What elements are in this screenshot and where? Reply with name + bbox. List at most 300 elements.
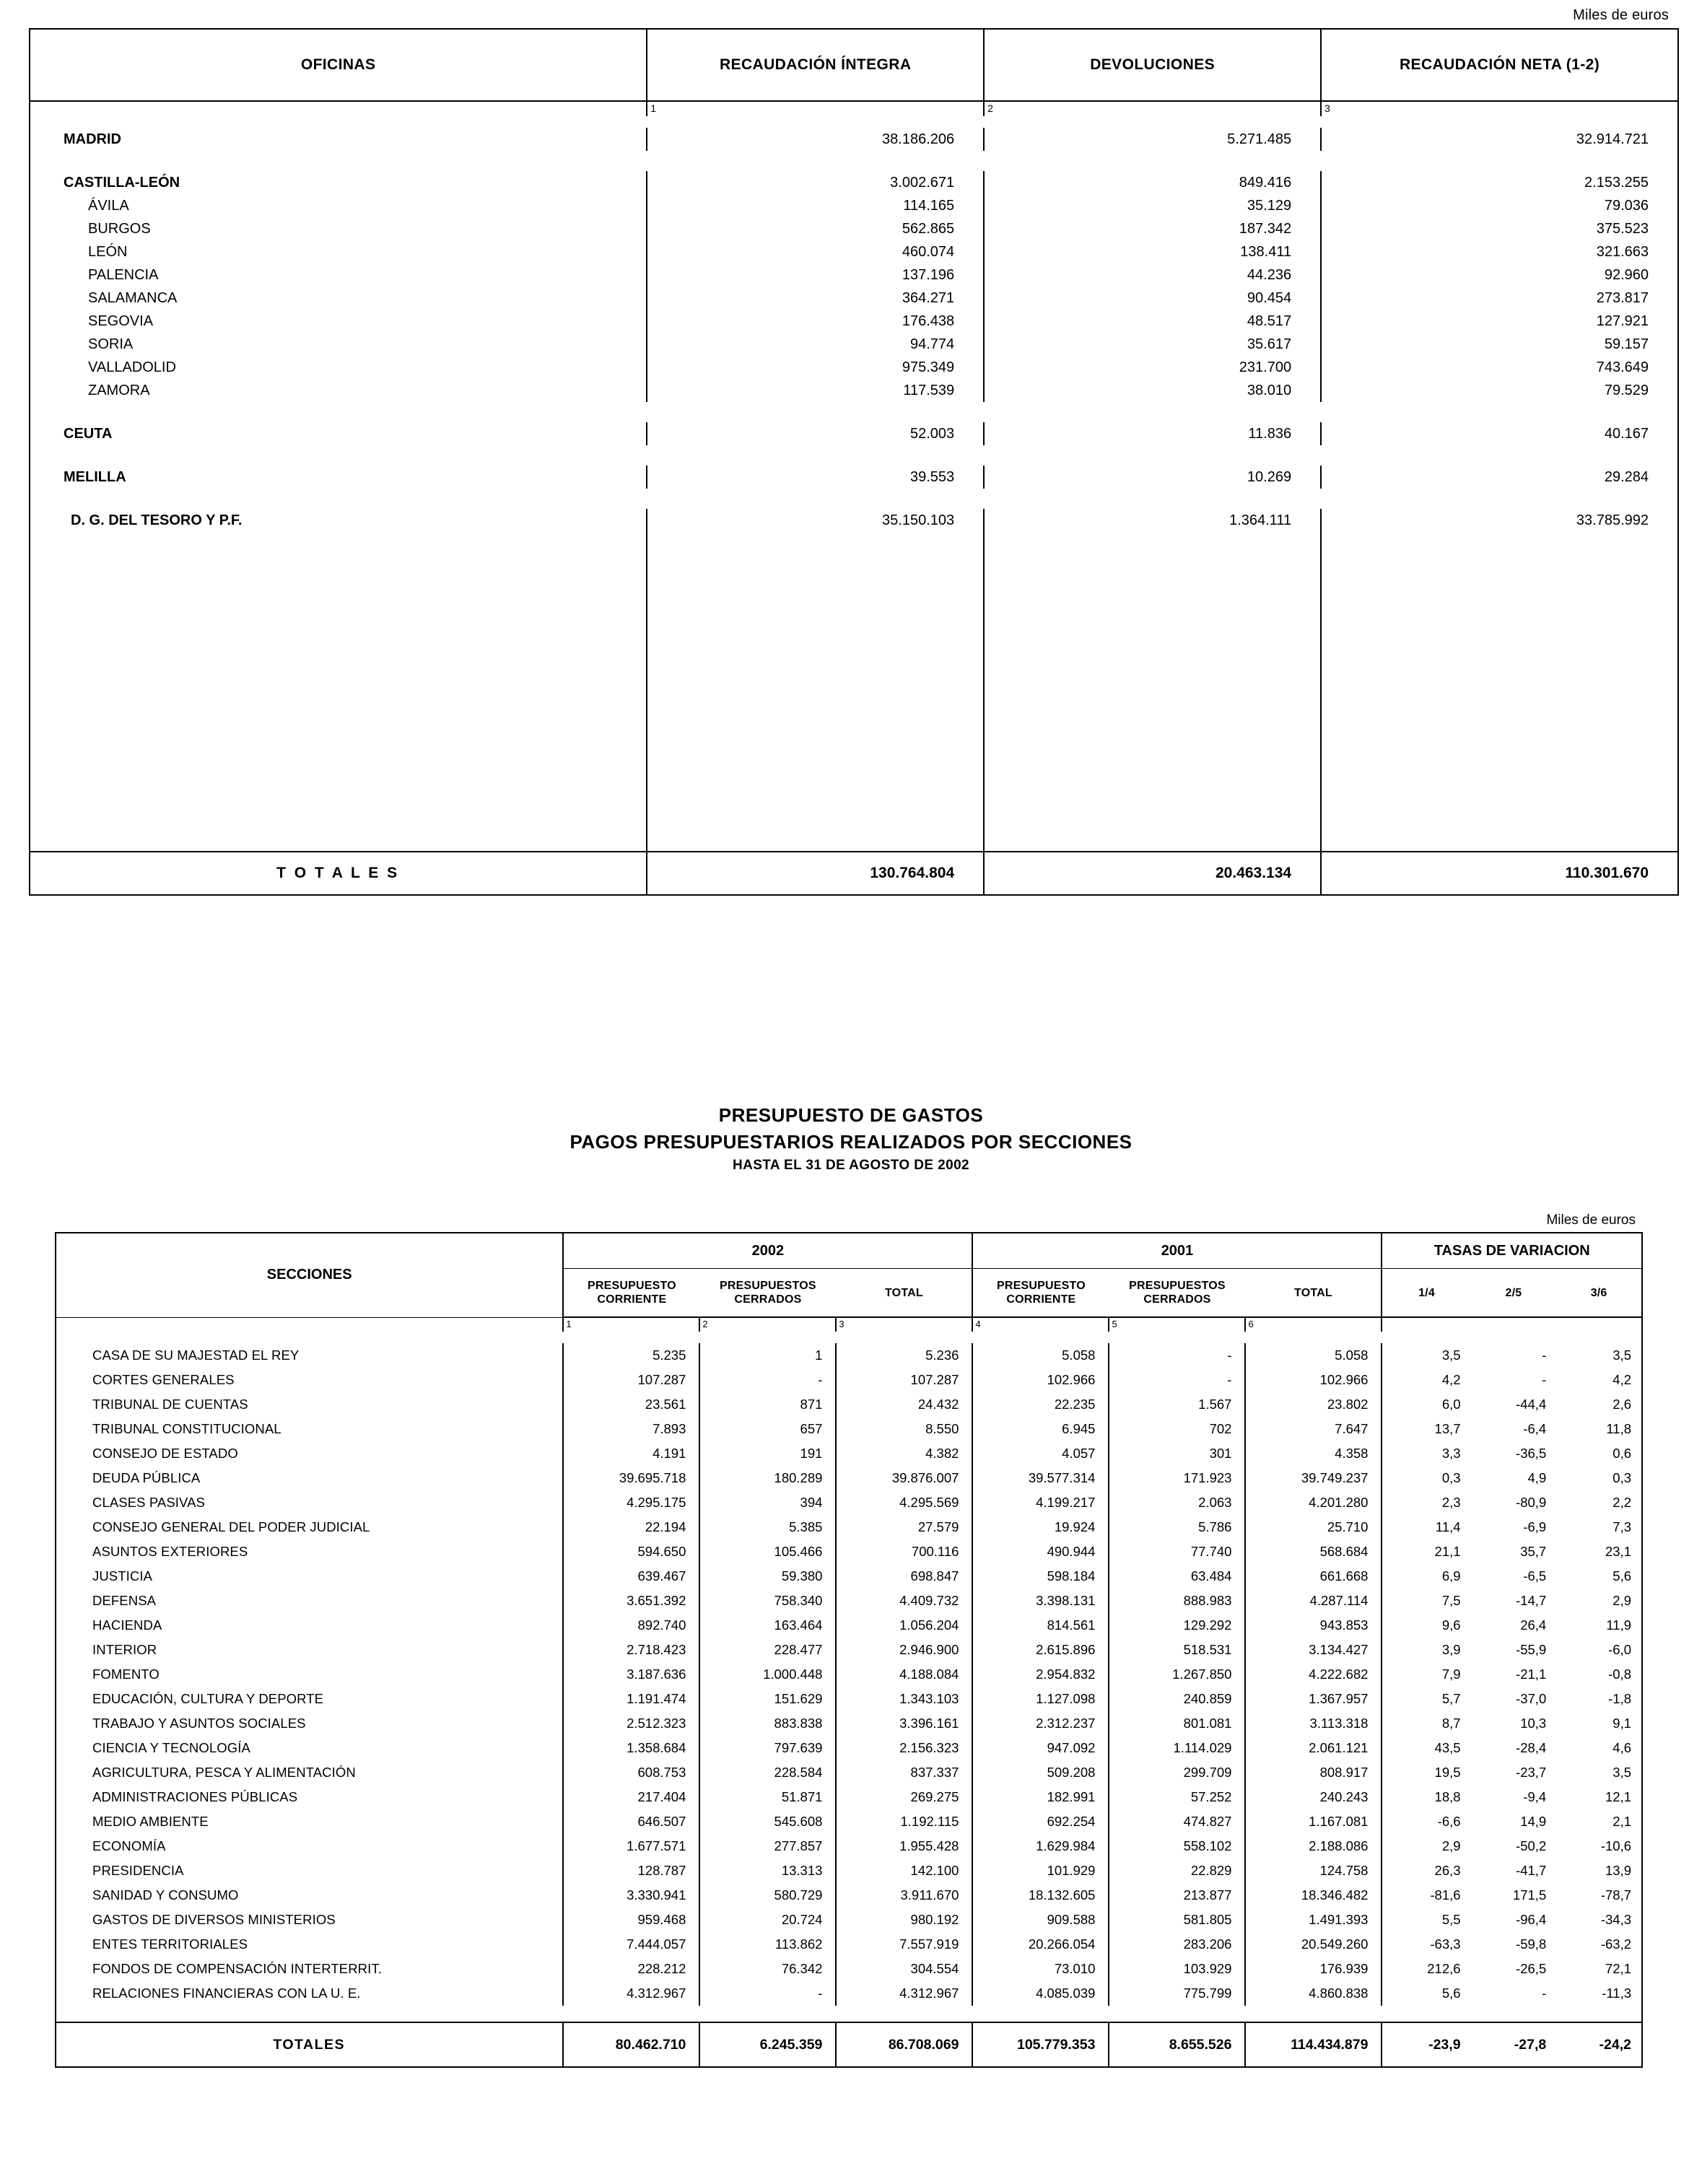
row-label: D. G. DEL TESORO Y P.F. <box>71 512 243 528</box>
spacer <box>30 151 1678 171</box>
table-row <box>56 1711 1642 1736</box>
row-var-3-6: 23,1 <box>1605 1544 1631 1559</box>
row-2001-total: 176.939 <box>1245 1957 1382 1981</box>
row-var-3-6: -0,8 <box>1608 1667 1631 1682</box>
subheader-2002-total: TOTAL <box>836 1269 972 1318</box>
row-2002-total: 4.312.967 <box>836 1981 972 2006</box>
row-var-1-4: -63,3 <box>1382 1932 1470 1957</box>
row-2002-corriente: 4.295.175 <box>563 1490 699 1515</box>
row-devoluciones: 1.364.111 <box>984 509 1321 532</box>
row-integra: 460.074 <box>647 240 984 263</box>
row-var-3-6: 3,5 <box>1612 1347 1631 1363</box>
row-2001-corriente: 73.010 <box>972 1957 1109 1981</box>
row-label: SORIA <box>88 336 134 352</box>
row-2002-cerrados: 758.340 <box>699 1589 836 1613</box>
row-2002-total: 1.343.103 <box>836 1687 972 1711</box>
row-2002-total: 2.946.900 <box>836 1638 972 1662</box>
row-2002-cerrados: 871 <box>699 1392 836 1417</box>
row-2002-cerrados: 1.000.448 <box>699 1662 836 1687</box>
row-2002-total: 304.554 <box>836 1957 972 1981</box>
row-2001-cerrados: 581.805 <box>1109 1908 1245 1932</box>
row-2001-total: 4.222.682 <box>1245 1662 1382 1687</box>
row-var-3-6: -63,2 <box>1600 1936 1631 1952</box>
page-title: PRESUPUESTO DE GASTOS <box>718 1104 984 1126</box>
row-devoluciones: 35.129 <box>984 194 1321 217</box>
totals-integra: 130.764.804 <box>647 852 984 895</box>
totals-var-1-4: -23,9 <box>1382 2022 1470 2067</box>
row-2001-corriente: 22.235 <box>972 1392 1109 1417</box>
table-row <box>30 217 1678 240</box>
row-neta: 321.663 <box>1321 240 1678 263</box>
row-2002-corriente: 639.467 <box>563 1564 699 1589</box>
gastos-table <box>55 1232 1643 2068</box>
totals-2001-corriente: 105.779.353 <box>972 2022 1109 2067</box>
row-label: INTERIOR <box>92 1642 157 1657</box>
table-row <box>56 1589 1642 1613</box>
row-var-3-6: 2,2 <box>1612 1495 1631 1510</box>
row-2002-total: 5.236 <box>836 1343 972 1368</box>
row-var-1-4: 5,7 <box>1382 1687 1470 1711</box>
row-integra: 975.349 <box>647 356 984 379</box>
row-label: EDUCACIÓN, CULTURA Y DEPORTE <box>92 1691 324 1706</box>
table1-header-row <box>30 29 1678 101</box>
row-var-1-4: 4,2 <box>1382 1368 1470 1392</box>
row-2001-total: 2.061.121 <box>1245 1736 1382 1760</box>
row-var-1-4: 3,5 <box>1382 1343 1470 1368</box>
row-2001-cerrados: 888.983 <box>1109 1589 1245 1613</box>
row-2001-total: 240.243 <box>1245 1785 1382 1809</box>
row-var-2-5: -55,9 <box>1516 1642 1547 1657</box>
row-2002-total: 980.192 <box>836 1908 972 1932</box>
table-row <box>30 509 1678 532</box>
row-var-1-4: 13,7 <box>1382 1417 1470 1441</box>
row-2002-cerrados: 191 <box>699 1441 836 1466</box>
row-2002-cerrados: 151.629 <box>699 1687 836 1711</box>
table-row <box>30 263 1678 287</box>
row-2002-corriente: 3.187.636 <box>563 1662 699 1687</box>
row-2001-cerrados: 22.829 <box>1109 1858 1245 1883</box>
row-var-2-5: -23,7 <box>1516 1765 1547 1780</box>
row-var-2-5: -59,8 <box>1516 1936 1547 1952</box>
row-integra: 137.196 <box>647 263 984 287</box>
row-2001-cerrados: - <box>1109 1368 1245 1392</box>
row-label: BURGOS <box>88 221 151 237</box>
row-2001-corriente: 19.924 <box>972 1515 1109 1539</box>
row-devoluciones: 231.700 <box>984 356 1321 379</box>
row-2002-corriente: 23.561 <box>563 1392 699 1417</box>
table-row <box>56 1834 1642 1858</box>
colnum-1: 1 <box>647 101 984 116</box>
row-integra: 114.165 <box>647 194 984 217</box>
row-2002-cerrados: 657 <box>699 1417 836 1441</box>
row-2001-cerrados: 1.267.850 <box>1109 1662 1245 1687</box>
colnum-blank <box>56 1317 563 1332</box>
row-devoluciones: 38.010 <box>984 379 1321 402</box>
spacer <box>30 116 1678 128</box>
table-row <box>56 1932 1642 1957</box>
row-2002-corriente: 2.718.423 <box>563 1638 699 1662</box>
row-2001-cerrados: 77.740 <box>1109 1539 1245 1564</box>
row-devoluciones: 5.271.485 <box>984 128 1321 151</box>
table-row <box>30 333 1678 356</box>
row-2001-total: 1.491.393 <box>1245 1908 1382 1932</box>
row-2002-corriente: 22.194 <box>563 1515 699 1539</box>
col-header-secciones: SECCIONES <box>56 1233 563 1317</box>
table-row <box>56 1883 1642 1908</box>
row-2002-total: 4.409.732 <box>836 1589 972 1613</box>
row-neta: 743.649 <box>1321 356 1678 379</box>
row-2001-total: 2.188.086 <box>1245 1834 1382 1858</box>
row-label: SANIDAD Y CONSUMO <box>92 1887 239 1903</box>
row-devoluciones: 10.269 <box>984 466 1321 489</box>
row-2002-total: 4.188.084 <box>836 1662 972 1687</box>
row-2001-total: 568.684 <box>1245 1539 1382 1564</box>
row-var-1-4: 0,3 <box>1382 1466 1470 1490</box>
row-var-1-4: 212,6 <box>1382 1957 1470 1981</box>
row-2002-cerrados: 76.342 <box>699 1957 836 1981</box>
row-2002-cerrados: 277.857 <box>699 1834 836 1858</box>
row-2002-corriente: 7.893 <box>563 1417 699 1441</box>
subheader-2001-corriente: PRESUPUESTO CORRIENTE <box>972 1269 1109 1318</box>
row-var-1-4: 7,5 <box>1382 1589 1470 1613</box>
table-row <box>30 171 1678 194</box>
totals-var-2-5: -27,8 <box>1471 2022 1557 2067</box>
row-var-2-5: 10,3 <box>1520 1716 1547 1731</box>
row-2002-total: 142.100 <box>836 1858 972 1883</box>
row-var-1-4: 19,5 <box>1382 1760 1470 1785</box>
row-2002-total: 8.550 <box>836 1417 972 1441</box>
row-var-2-5: -28,4 <box>1516 1740 1547 1755</box>
row-var-3-6: -6,0 <box>1608 1642 1631 1657</box>
row-var-3-6: 72,1 <box>1605 1961 1631 1976</box>
row-var-1-4: 18,8 <box>1382 1785 1470 1809</box>
row-2002-total: 24.432 <box>836 1392 972 1417</box>
row-neta: 32.914.721 <box>1321 128 1678 151</box>
row-2002-total: 3.396.161 <box>836 1711 972 1736</box>
table1-units-label: Miles de euros <box>1573 7 1669 23</box>
row-label: MELILLA <box>64 469 126 485</box>
row-2002-corriente: 594.650 <box>563 1539 699 1564</box>
row-label: JUSTICIA <box>92 1568 153 1584</box>
spacer <box>30 489 1678 509</box>
row-2001-cerrados: 57.252 <box>1109 1785 1245 1809</box>
row-2002-cerrados: 13.313 <box>699 1858 836 1883</box>
table1-colnumber-row <box>30 101 1678 116</box>
row-label: CEUTA <box>64 426 113 442</box>
col-header-devoluciones: DEVOLUCIONES <box>984 29 1321 101</box>
row-2001-total: 39.749.237 <box>1245 1466 1382 1490</box>
row-2002-cerrados: 228.477 <box>699 1638 836 1662</box>
row-2001-total: 4.201.280 <box>1245 1490 1382 1515</box>
row-neta: 2.153.255 <box>1321 171 1678 194</box>
row-2002-cerrados: 580.729 <box>699 1883 836 1908</box>
subheader-var-1-4: 1/4 <box>1382 1269 1470 1318</box>
row-label: SALAMANCA <box>88 290 178 306</box>
row-label: CONSEJO DE ESTADO <box>92 1446 238 1461</box>
row-var-1-4: 6,9 <box>1382 1564 1470 1589</box>
totals-2001-total: 114.434.879 <box>1245 2022 1382 2067</box>
row-var-2-5: -37,0 <box>1516 1691 1547 1706</box>
row-2001-cerrados: 240.859 <box>1109 1687 1245 1711</box>
row-var-2-5: -9,4 <box>1523 1789 1547 1804</box>
row-var-1-4: -6,6 <box>1382 1809 1470 1834</box>
row-var-3-6: 2,1 <box>1612 1814 1631 1829</box>
row-2002-cerrados: 105.466 <box>699 1539 836 1564</box>
row-2001-cerrados: 474.827 <box>1109 1809 1245 1834</box>
row-var-2-5: 4,9 <box>1527 1470 1547 1485</box>
row-2002-corriente: 4.191 <box>563 1441 699 1466</box>
row-integra: 117.539 <box>647 379 984 402</box>
row-2001-cerrados: 283.206 <box>1109 1932 1245 1957</box>
row-2002-corriente: 1.677.571 <box>563 1834 699 1858</box>
row-var-2-5: -80,9 <box>1516 1495 1547 1510</box>
row-2001-corriente: 39.577.314 <box>972 1466 1109 1490</box>
row-var-1-4: 2,9 <box>1382 1834 1470 1858</box>
row-2001-cerrados: 518.531 <box>1109 1638 1245 1662</box>
row-integra: 39.553 <box>647 466 984 489</box>
row-var-2-5: 14,9 <box>1520 1814 1547 1829</box>
row-devoluciones: 187.342 <box>984 217 1321 240</box>
row-2001-total: 20.549.260 <box>1245 1932 1382 1957</box>
row-label: FOMENTO <box>92 1667 160 1682</box>
row-devoluciones: 90.454 <box>984 287 1321 310</box>
row-integra: 35.150.103 <box>647 509 984 532</box>
row-2001-total: 7.647 <box>1245 1417 1382 1441</box>
row-label: CIENCIA Y TECNOLOGÍA <box>92 1740 250 1755</box>
row-var-1-4: -81,6 <box>1382 1883 1470 1908</box>
totals-2001-cerrados: 8.655.526 <box>1109 2022 1245 2067</box>
row-integra: 38.186.206 <box>647 128 984 151</box>
table-row <box>56 1785 1642 1809</box>
row-2001-corriente: 5.058 <box>972 1343 1109 1368</box>
colnum-5: 5 <box>1109 1317 1245 1332</box>
filler-cell <box>647 532 984 852</box>
row-var-3-6: 2,6 <box>1612 1397 1631 1412</box>
row-var-3-6: 3,5 <box>1612 1765 1631 1780</box>
totals-label: TOTALES <box>56 2022 563 2067</box>
table2-colnumber-row <box>56 1317 1642 1332</box>
row-var-2-5: - <box>1542 1347 1547 1363</box>
row-devoluciones: 35.617 <box>984 333 1321 356</box>
row-var-3-6: 7,3 <box>1612 1519 1631 1534</box>
row-2001-corriente: 598.184 <box>972 1564 1109 1589</box>
row-2002-total: 107.287 <box>836 1368 972 1392</box>
table1-totals-row <box>30 852 1678 895</box>
row-var-1-4: 9,6 <box>1382 1613 1470 1638</box>
row-2002-total: 1.056.204 <box>836 1613 972 1638</box>
table-row <box>56 1809 1642 1834</box>
row-var-2-5: -36,5 <box>1516 1446 1547 1461</box>
row-2002-cerrados: 180.289 <box>699 1466 836 1490</box>
row-var-3-6: 4,6 <box>1612 1740 1631 1755</box>
row-2001-corriente: 20.266.054 <box>972 1932 1109 1957</box>
row-2002-corriente: 39.695.718 <box>563 1466 699 1490</box>
col-header-integra: RECAUDACIÓN ÍNTEGRA <box>647 29 984 101</box>
col-header-oficinas: OFICINAS <box>30 29 647 101</box>
row-neta: 127.921 <box>1321 310 1678 333</box>
table2-totals-row <box>56 2022 1642 2067</box>
row-var-3-6: 4,2 <box>1612 1372 1631 1387</box>
row-label: VALLADOLID <box>88 359 176 375</box>
row-2002-corriente: 1.191.474 <box>563 1687 699 1711</box>
row-2002-corriente: 959.468 <box>563 1908 699 1932</box>
page-date-range: HASTA EL 31 DE AGOSTO DE 2002 <box>732 1158 969 1173</box>
recaudacion-table <box>29 28 1679 896</box>
table-row <box>56 1539 1642 1564</box>
row-2001-corriente: 490.944 <box>972 1539 1109 1564</box>
row-var-1-4: 21,1 <box>1382 1539 1470 1564</box>
row-2001-cerrados: 63.484 <box>1109 1564 1245 1589</box>
row-var-3-6: 12,1 <box>1605 1789 1631 1804</box>
row-2001-cerrados: 775.799 <box>1109 1981 1245 2006</box>
row-2001-corriente: 4.085.039 <box>972 1981 1109 2006</box>
row-label: DEFENSA <box>92 1593 157 1608</box>
row-2001-cerrados: 301 <box>1109 1441 1245 1466</box>
colnum-1: 1 <box>563 1317 699 1332</box>
row-label: ÁVILA <box>88 198 129 214</box>
row-2001-total: 102.966 <box>1245 1368 1382 1392</box>
table-row <box>30 356 1678 379</box>
spacer <box>56 1332 1642 1343</box>
table-row <box>30 466 1678 489</box>
row-2002-cerrados: 228.584 <box>699 1760 836 1785</box>
subheader-2001-cerrados: PRESUPUESTOS CERRADOS <box>1109 1269 1245 1318</box>
row-label: FONDOS DE COMPENSACIÓN INTERTERRIT. <box>92 1961 382 1976</box>
row-var-1-4: 5,5 <box>1382 1908 1470 1932</box>
row-var-3-6: 9,1 <box>1612 1716 1631 1731</box>
row-label: PRESIDENCIA <box>92 1863 184 1878</box>
row-integra: 52.003 <box>647 422 984 445</box>
row-2002-cerrados: 51.871 <box>699 1785 836 1809</box>
subheader-var-2-5: 2/5 <box>1471 1269 1557 1318</box>
row-label: MEDIO AMBIENTE <box>92 1814 209 1829</box>
row-2002-cerrados: 545.608 <box>699 1809 836 1834</box>
table2-header-top <box>56 1233 1642 1269</box>
row-2001-corriente: 4.199.217 <box>972 1490 1109 1515</box>
row-2001-cerrados: 5.786 <box>1109 1515 1245 1539</box>
row-var-2-5: 26,4 <box>1520 1617 1547 1633</box>
row-2002-cerrados: 163.464 <box>699 1613 836 1638</box>
row-label: SEGOVIA <box>88 313 154 329</box>
row-label: TRABAJO Y ASUNTOS SOCIALES <box>92 1716 306 1731</box>
table-row <box>30 310 1678 333</box>
row-label: RELACIONES FINANCIERAS CON LA U. E. <box>92 1986 361 2001</box>
row-neta: 79.036 <box>1321 194 1678 217</box>
colnum-4: 4 <box>972 1317 1109 1332</box>
row-2002-corriente: 128.787 <box>563 1858 699 1883</box>
row-2002-cerrados: - <box>699 1368 836 1392</box>
row-2001-cerrados: 801.081 <box>1109 1711 1245 1736</box>
row-var-1-4: 3,3 <box>1382 1441 1470 1466</box>
row-2001-total: 5.058 <box>1245 1343 1382 1368</box>
row-label: PALENCIA <box>88 267 159 283</box>
row-2001-cerrados: 558.102 <box>1109 1834 1245 1858</box>
table-row <box>30 422 1678 445</box>
row-2001-corriente: 101.929 <box>972 1858 1109 1883</box>
row-2001-total: 124.758 <box>1245 1858 1382 1883</box>
gastos-table-body <box>56 1343 1642 2006</box>
row-var-1-4: 8,7 <box>1382 1711 1470 1736</box>
row-2001-corriente: 4.057 <box>972 1441 1109 1466</box>
row-2002-corriente: 107.287 <box>563 1368 699 1392</box>
table-row <box>30 287 1678 310</box>
row-var-3-6: 11,9 <box>1606 1617 1631 1633</box>
table-row <box>56 1368 1642 1392</box>
row-2001-cerrados: 299.709 <box>1109 1760 1245 1785</box>
row-integra: 562.865 <box>647 217 984 240</box>
totals-2002-corriente: 80.462.710 <box>563 2022 699 2067</box>
table1-empty-area <box>30 532 1678 852</box>
row-2002-corriente: 3.651.392 <box>563 1589 699 1613</box>
row-devoluciones: 849.416 <box>984 171 1321 194</box>
colnum-blank <box>30 101 647 116</box>
row-2002-total: 7.557.919 <box>836 1932 972 1957</box>
row-label: HACIENDA <box>92 1617 162 1633</box>
row-2001-corriente: 814.561 <box>972 1613 1109 1638</box>
row-2001-total: 23.802 <box>1245 1392 1382 1417</box>
row-2002-cerrados: 1 <box>699 1343 836 1368</box>
row-var-2-5: 35,7 <box>1520 1544 1547 1559</box>
row-neta: 375.523 <box>1321 217 1678 240</box>
row-integra: 176.438 <box>647 310 984 333</box>
row-var-1-4: 2,3 <box>1382 1490 1470 1515</box>
row-2001-corriente: 947.092 <box>972 1736 1109 1760</box>
totals-devoluciones: 20.463.134 <box>984 852 1321 895</box>
filler-cell <box>1321 532 1678 852</box>
row-neta: 59.157 <box>1321 333 1678 356</box>
row-neta: 92.960 <box>1321 263 1678 287</box>
row-2002-cerrados: 394 <box>699 1490 836 1515</box>
table2-units-label: Miles de euros <box>1546 1213 1636 1228</box>
colnum-3: 3 <box>1321 101 1678 116</box>
row-2002-cerrados: 797.639 <box>699 1736 836 1760</box>
table-row <box>56 1490 1642 1515</box>
row-var-3-6: 0,3 <box>1612 1470 1631 1485</box>
row-label: CASTILLA-LEÓN <box>64 175 180 191</box>
row-label: ADMINISTRACIONES PÚBLICAS <box>92 1789 298 1804</box>
row-2002-total: 1.192.115 <box>836 1809 972 1834</box>
row-2001-cerrados: 171.923 <box>1109 1466 1245 1490</box>
row-2002-corriente: 7.444.057 <box>563 1932 699 1957</box>
row-2001-total: 661.668 <box>1245 1564 1382 1589</box>
row-var-3-6: -10,6 <box>1600 1838 1631 1853</box>
row-var-2-5: -50,2 <box>1516 1838 1547 1853</box>
row-2002-corriente: 5.235 <box>563 1343 699 1368</box>
section-title-block <box>0 1104 1702 1174</box>
colnum-blank4 <box>1556 1317 1642 1332</box>
table-row <box>56 1687 1642 1711</box>
table-row <box>56 1441 1642 1466</box>
row-var-2-5: -41,7 <box>1516 1863 1547 1878</box>
table-row <box>56 1417 1642 1441</box>
filler-cell <box>984 532 1321 852</box>
table-row <box>56 1613 1642 1638</box>
row-2002-cerrados: 59.380 <box>699 1564 836 1589</box>
row-label: CORTES GENERALES <box>92 1372 235 1387</box>
subheader-2002-cerrados: PRESUPUESTOS CERRADOS <box>699 1269 836 1318</box>
row-integra: 94.774 <box>647 333 984 356</box>
row-2002-total: 698.847 <box>836 1564 972 1589</box>
row-var-3-6: 5,6 <box>1612 1568 1631 1584</box>
row-var-3-6: 2,9 <box>1612 1593 1631 1608</box>
row-var-3-6: -78,7 <box>1600 1887 1631 1903</box>
col-header-year-2002: 2002 <box>563 1233 972 1269</box>
row-2002-cerrados: - <box>699 1981 836 2006</box>
row-2001-cerrados: 103.929 <box>1109 1957 1245 1981</box>
row-2001-total: 1.167.081 <box>1245 1809 1382 1834</box>
colnum-blank2 <box>1382 1317 1470 1332</box>
row-2002-total: 700.116 <box>836 1539 972 1564</box>
